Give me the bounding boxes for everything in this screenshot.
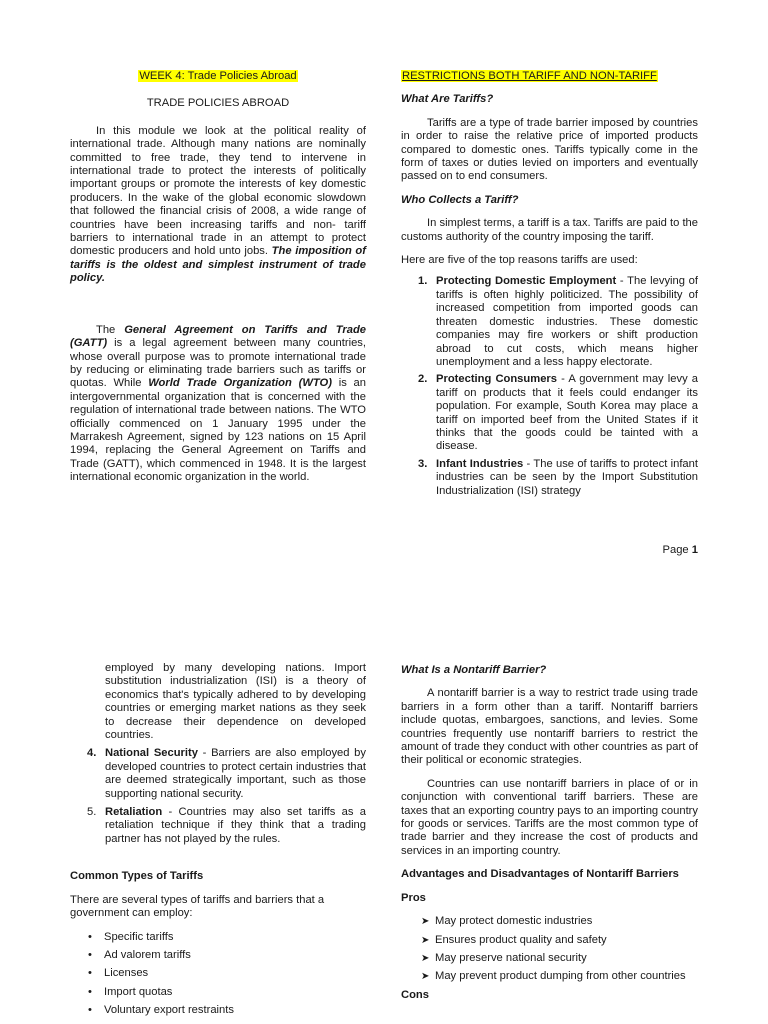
list-item (70, 949, 366, 962)
page2-right-column (401, 664, 698, 1002)
intro-text: In this module we look at the political reality of international trade. Although many nations are nominally committed to free trade, they tend to intervene in international trade to protect the interests of politically important groups or promote the interests of key domestic producers. In the wake of the global economic slowdown that followed the financial crisis of 2008, a wide range of countries have been increasing tariffs and non- tariff barriers to international trade in an attempt to protect domestic producers and hold unto jobs. (70, 124, 366, 258)
week-heading-line (70, 70, 366, 83)
bullet-dot-icon: • (88, 948, 92, 961)
bullet-dot-icon: • (88, 930, 92, 943)
page1-right-column (401, 70, 698, 498)
page-number-value: 1 (691, 544, 698, 556)
page-label: Page (662, 544, 689, 556)
arrow-right-icon: ➤ (421, 934, 430, 946)
list-item (401, 952, 698, 965)
list-number: 5. (87, 806, 97, 819)
reason-title: Infant Industries (436, 457, 524, 470)
section-heading: RESTRICTIONS BOTH TARIFF AND NON-TARIFF (402, 70, 657, 82)
cons-label: Cons (401, 988, 429, 1001)
type-label: Ad valorem tariffs (104, 948, 191, 961)
pro-label: May prevent product dumping from other countries (435, 970, 686, 983)
reason-text: - Countries may also set tariffs as a retaliation technique if they think that a trading partner has not played by the rules. (105, 806, 366, 845)
bullet-dot-icon: • (88, 985, 92, 998)
section-heading-line (401, 70, 698, 83)
nontariff-paragraph-2: Countries can use nontariff barriers in place of or in conjunction with conventional tariff barriers. These are taxes that an exporting country pays to an importing country for goods or services. Tariffs are the most common type of trade barrier and they increase the cost of products and services in an importing country. (401, 777, 698, 857)
type-label: Specific tariffs (104, 930, 174, 943)
list-item (401, 934, 698, 947)
type-label: Licenses (104, 967, 149, 980)
page1-left-column (70, 70, 366, 485)
type-label: Voluntary export restraints (104, 1004, 234, 1017)
list-number: 3. (418, 457, 428, 470)
list-item (70, 967, 366, 980)
page2-left-column (70, 662, 366, 1023)
list-item (70, 747, 366, 801)
types-list (70, 931, 366, 1018)
pros-label: Pros (401, 891, 426, 904)
reason-text: - The levying of tariffs is often highly politicized. The possibility of increased competition from imported goods can threaten domestic industries. These domestic companies may fire workers or shift production abroad to cut costs, which means higher unemployment and a less happy electorate. (436, 275, 698, 368)
arrow-right-icon: ➤ (421, 971, 430, 983)
reason-title: Protecting Domestic Employment (436, 275, 617, 288)
answer-tariffs: Tariffs are a type of trade barrier imposed by countries in order to raise the relative price of imported products compared to domestic ones. Tariffs typically come in the form of taxes or duties levied on importers and eventually passed on to end consumers. (401, 116, 698, 183)
list-number: 1. (418, 275, 428, 288)
page-title: TRADE POLICIES ABROAD (146, 97, 290, 110)
pro-label: May protect domestic industries (435, 915, 593, 928)
answer-collects: In simplest terms, a tariff is a tax. Tariffs are paid to the customs authority of the country imposing the tariff. (401, 217, 698, 243)
arrow-right-icon: ➤ (421, 952, 430, 964)
list-item (70, 931, 366, 944)
gatt-term: General Agreement on Tariffs and Trade (GATT) (70, 323, 367, 350)
question-collects: Who Collects a Tariff? (401, 193, 519, 206)
reason-title: Protecting Consumers (436, 373, 557, 386)
question-tariffs: What Are Tariffs? (401, 93, 494, 106)
intro-emphasis: The imposition of tariffs is the oldest and simplest instrument of trade policy. (70, 245, 366, 285)
page-number (620, 544, 698, 556)
list-item (70, 1004, 366, 1017)
page-2 (0, 650, 768, 1024)
pro-label: May preserve national security (435, 951, 587, 964)
gatt-paragraph (70, 324, 366, 485)
list-item (401, 458, 698, 498)
type-label: Import quotas (104, 985, 173, 998)
reasons-intro: Here are five of the top reasons tariffs are used: (401, 254, 638, 267)
list-item (70, 986, 366, 999)
list-item (401, 970, 698, 983)
pro-label: Ensures product quality and safety (435, 933, 607, 946)
page-gap (0, 590, 768, 650)
reasons-list (401, 275, 698, 498)
wto-text: is an intergovernmental organization that is concerned with the regulation of international trade between nations. The WTO officially commenced on 1 January 1995 under the Marrakesh Agreement, signed by 123 nations on 15 April 1994, replacing the General Agreement on Tariffs and Trade (GATT), which commenced in 1948. It is the largest international economic organization in the world. (70, 377, 367, 484)
intro-paragraph (70, 125, 366, 286)
week-heading: WEEK 4: Trade Policies Abroad (139, 70, 297, 82)
reason-title: Retaliation (105, 806, 163, 819)
types-intro: There are several types of tariffs and barriers that a government can employ: (70, 893, 325, 920)
continued-text: employed by many developing nations. Import substitution industrialization (ISI) is a theory of economics that's typically adhered to by developing countries or emerging market nations as they seek to decrease their dependence on developed countries. (105, 662, 366, 742)
reason-text: - Barriers are also employed by developed countries to protect certain industries that are deemed strategically important, such as those supporting national security. (105, 747, 366, 800)
bullet-dot-icon: • (88, 1004, 92, 1017)
list-item (70, 806, 366, 846)
reason-text: - The use of tariffs to protect infant industries can be seen by the Import Substitution Industrialization (ISI) strategy (436, 457, 698, 497)
reason-title: National Security (105, 747, 198, 760)
bullet-dot-icon: • (88, 967, 92, 980)
advantages-heading: Advantages and Disadvantages of Nontariff Barriers (401, 868, 679, 881)
arrow-right-icon: ➤ (421, 916, 430, 928)
list-number: 2. (418, 373, 428, 386)
list-number: 4. (87, 747, 97, 760)
reason-text: - A government may levy a tariff on products that it feels could endanger its population. For example, South Korea may place a tariff on imported beef from the United States if it thinks that the goods could be tainted with a disease. (436, 373, 698, 453)
list-item (401, 373, 698, 453)
question-nontariff: What Is a Nontariff Barrier? (401, 664, 547, 676)
wto-term: World Trade Organization (WTO) (148, 377, 332, 390)
gatt-lead: The (96, 323, 116, 336)
types-heading: Common Types of Tariffs (70, 870, 204, 883)
list-item (401, 915, 698, 928)
list-item (401, 275, 698, 369)
answer-nontariff: A nontariff barrier is a way to restrict trade using trade barriers in a form other than a tariff. Nontariff barriers include quotas, embargoes, sanctions, and levies. Some countries frequently use nontariff barriers to restrict the amount of trade they conduct with other countries as part of their political or economic strategies. (401, 687, 698, 767)
pros-list (401, 915, 698, 984)
gatt-text: is a legal agreement between many countries, whose overall purpose was to promote international trade by reducing or eliminating trade barriers such as tariffs or quotas. While (70, 337, 367, 390)
